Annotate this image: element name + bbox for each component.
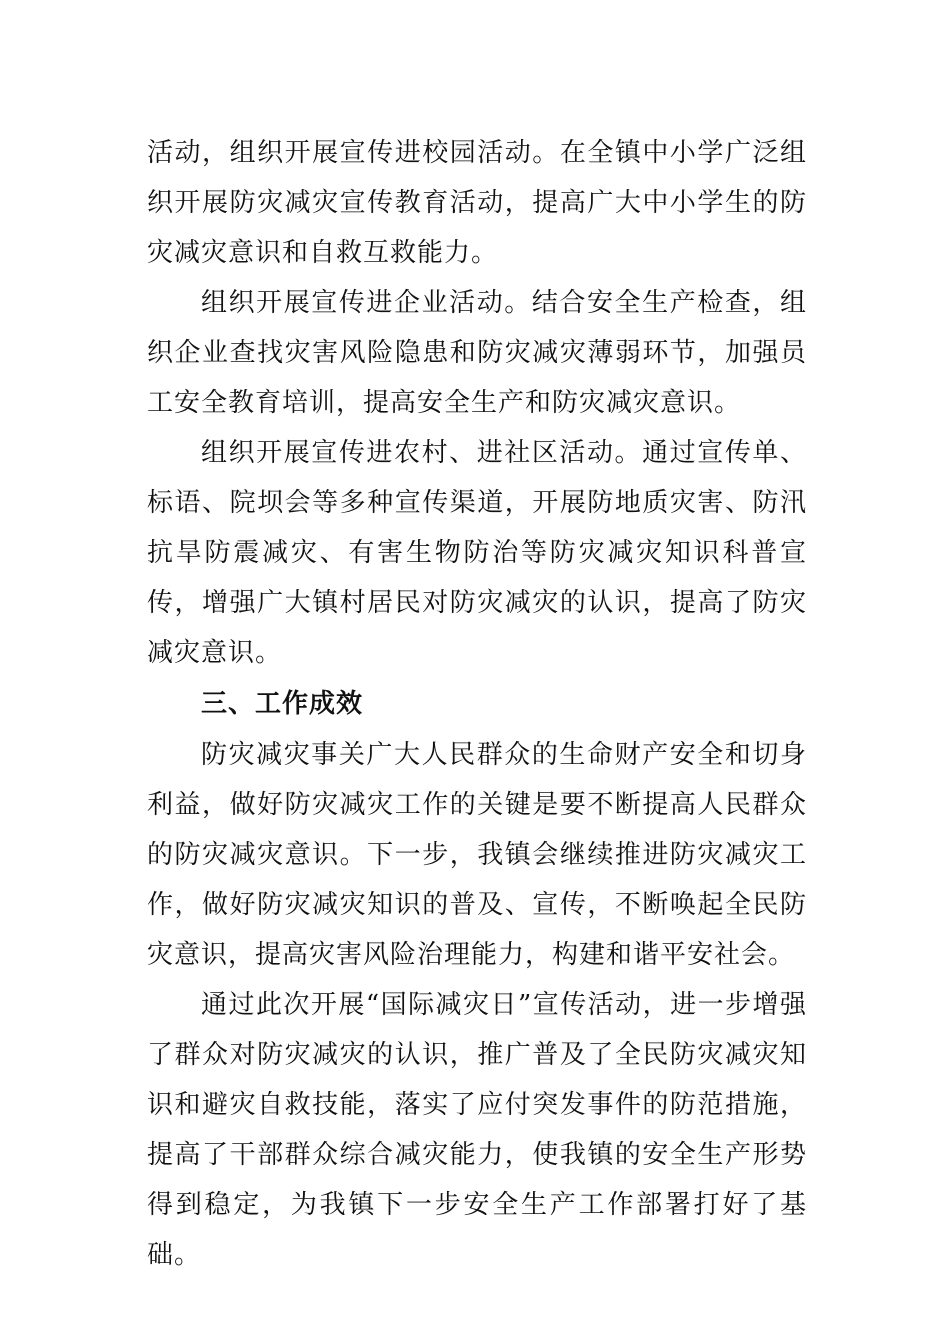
paragraph-results-summary: 防灾减灾事关广大人民群众的生命财产安全和切身利益，做好防灾减灾工作的关键是要不断提高人民群众的防灾减灾意识。下一步，我镇会继续推进防灾减灾工作，做好防灾减灾知识的普及、宣传，不断唤起全民防灾意识，提高灾害风险治理能力，构建和谐平安社会。: [147, 740, 807, 970]
paragraph-conclusion: 通过此次开展“国际减灾日”宣传活动，进一步增强了群众对防灾减灾的认识，推广普及了全民防灾减灾知识和避灾自救技能，落实了应付突发事件的防范措施，提高了干部群众综合减灾能力，使我镇的安全生产形势得到稳定，为我镇下一步安全生产工作部署打好了基础。: [147, 990, 807, 1270]
paragraph-continuation: 活动，组织开展宣传进校园活动。在全镇中小学广泛组织开展防灾减灾宣传教育活动，提高广大中小学生的防灾减灾意识和自救互救能力。: [147, 138, 807, 268]
paragraph-enterprise-campaign: 组织开展宣传进企业活动。结合安全生产检查，组织企业查找灾害风险隐患和防灾减灾薄弱环节，加强员工安全教育培训，提高安全生产和防灾减灾意识。: [147, 288, 807, 418]
document-body: [147, 128, 807, 1280]
paragraph-rural-community-campaign: 组织开展宣传进农村、进社区活动。通过宣传单、标语、院坝会等多种宣传渠道，开展防地质灾害、防汛抗旱防震减灾、有害生物防治等防灾减灾知识科普宣传，增强广大镇村居民对防灾减灾的认识，提高了防灾减灾意识。: [147, 438, 807, 668]
section-heading-results: 三、工作成效: [201, 689, 364, 719]
